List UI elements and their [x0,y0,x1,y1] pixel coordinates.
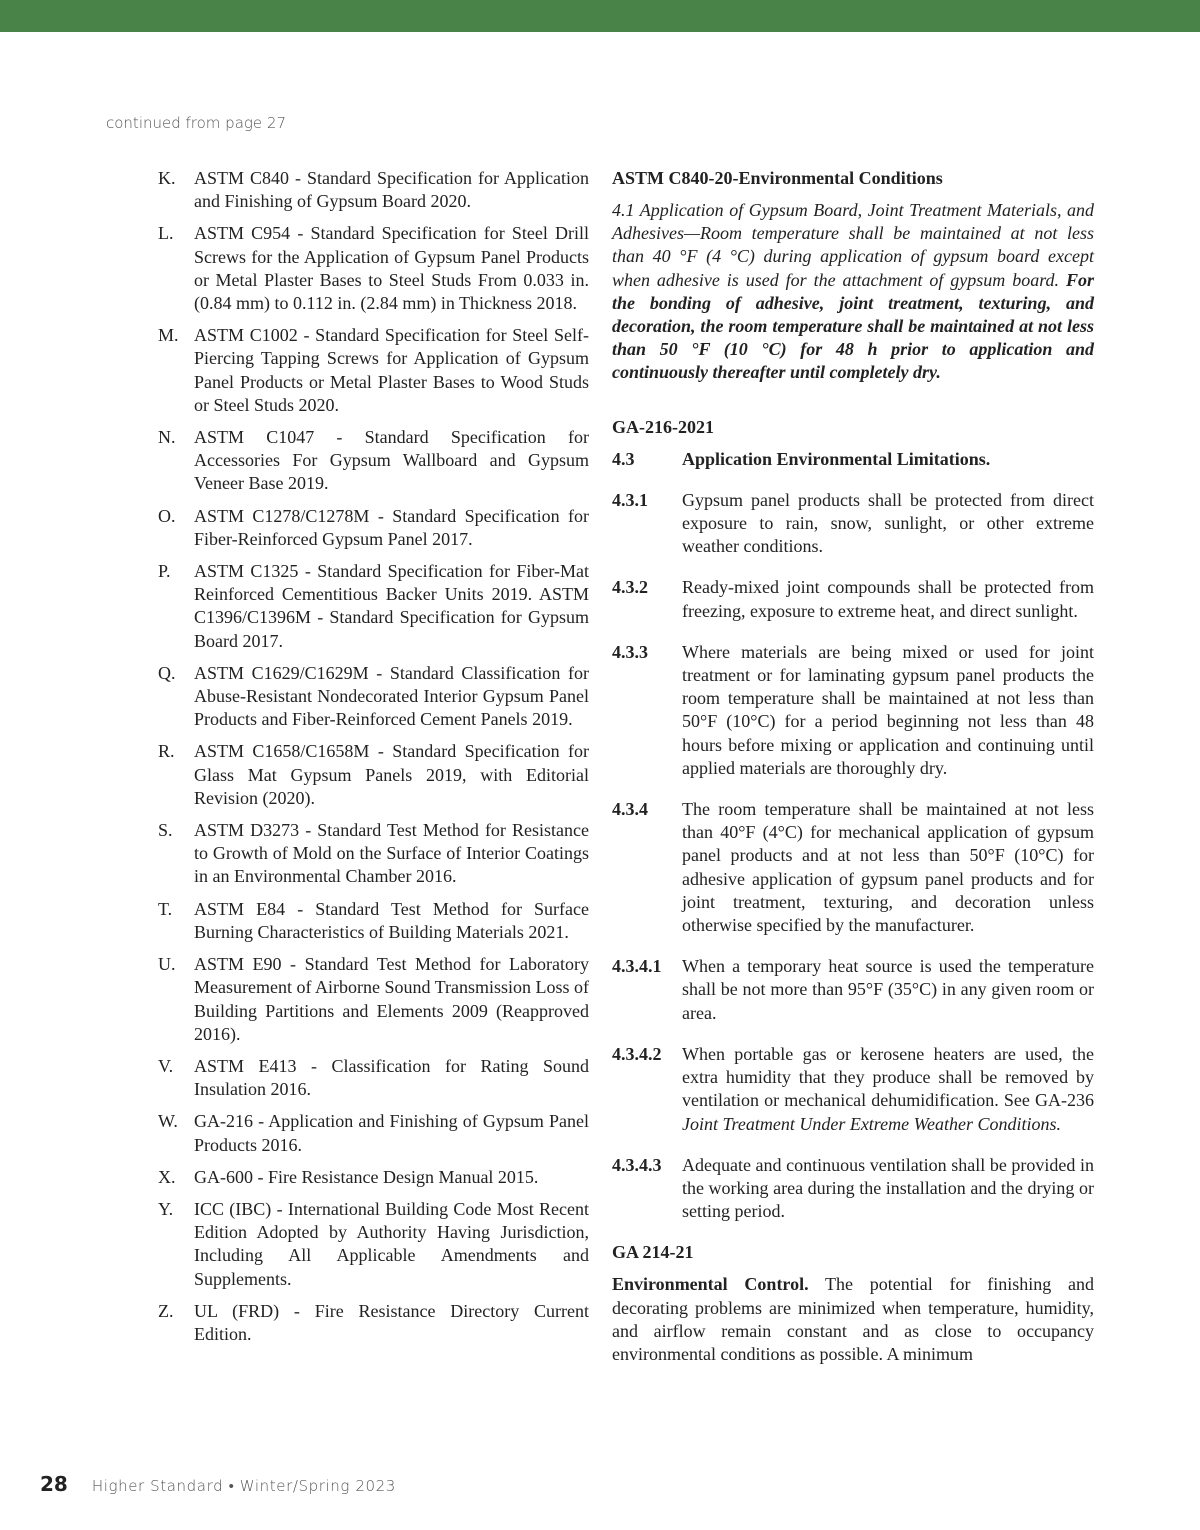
section-text: When a temporary heat source is used the temperature shall be not more than 95°F (35°C) in any given room or area. [682,956,1094,1023]
ga214-text: The potential for finishing and decorating problems are minimized when temperature, humidity, and airflow remain constant and as close to occupancy environmental conditions as possible. A minimum [612,1274,1094,1364]
list-letter: L. [158,223,174,244]
section-4-3-3 [612,641,1094,780]
section-number: 4.3.4.3 [612,1154,662,1175]
ga216-heading: GA-216-2021 [612,416,714,437]
section-4-3-2 [612,576,1094,622]
section-number: 4.3 [612,448,635,469]
list-text: GA-216 - Application and Finishing of Gypsum Panel Products 2016. [194,1111,589,1155]
list-item [158,426,589,496]
list-text: ASTM E90 - Standard Test Method for Laboratory Measurement of Airborne Sound Transmission Loss of Building Partitions and Elements 2009 (Reapproved 2016). [194,954,589,1044]
list-text: UL (FRD) - Fire Resistance Directory Current Edition. [194,1300,589,1344]
list-item [158,324,589,417]
list-item [158,953,589,1046]
list-item [158,505,589,551]
list-item [158,222,589,315]
list-letter: W. [158,1111,178,1132]
section-number: 4.3.4.2 [612,1043,662,1064]
list-item [158,1166,589,1189]
publication-title: Higher Standard • Winter/Spring 2023 [91,1477,396,1495]
list-item [158,819,589,889]
section-text: Gypsum panel products shall be protected from direct exposure to rain, snow, sunlight, or other extreme weather conditions. [682,489,1094,557]
list-letter: Z. [158,1300,174,1321]
list-item [158,560,589,653]
list-text: ASTM C954 - Standard Specification for Steel Drill Screws for the Application of Gypsum Panel Products or Metal Plaster Bases to Steel Studs From 0.033 in. (0.84 mm) to 0.112 in. (2.84 mm) in Thickness 2018. [194,223,589,314]
section-4-3-4 [612,798,1094,937]
list-text: ASTM C1047 - Standard Specification for Accessories For Gypsum Wallboard and Gypsum Veneer Base 2019. [194,427,589,494]
section-4-3-4-3 [612,1154,1094,1224]
standards-column [612,167,1094,1375]
list-text: ASTM C1325 - Standard Specification for Fiber-Mat Reinforced Cementitious Backer Units 2019. ASTM C1396/C1396M - Standard Specification for Gypsum Board 2017. [194,561,589,651]
astm-c840-heading: ASTM C840-20-Environmental Conditions [612,168,943,188]
list-item [158,1055,589,1101]
list-text: GA-600 - Fire Resistance Design Manual 2015. [194,1166,539,1187]
section-text: Where materials are being mixed or used for joint treatment or for laminating gypsum panel products the room temperature shall be maintained at not less than 50°F (10°C) for a period beginning not less than 48 hours before mixing or application and continuing until applied materials are thoroughly dry. [682,641,1094,778]
list-letter: O. [158,505,176,526]
list-text: ASTM E84 - Standard Test Method for Surface Burning Characteristics of Building Materials 2021. [194,898,589,942]
list-letter: U. [158,954,176,975]
list-letter: T. [158,898,173,919]
list-item [158,898,589,944]
ga214-heading: GA 214-21 [612,1242,694,1263]
section-number: 4.3.2 [612,577,648,598]
list-letter: R. [158,741,175,762]
list-item [158,1198,589,1291]
section-number: 4.3.3 [612,641,648,662]
astm-c840-paragraph [612,199,1094,385]
list-item [158,1110,589,1156]
list-letter: Q. [158,662,176,683]
list-letter: P. [158,561,171,582]
ga214-paragraph [612,1273,1094,1366]
list-letter: X. [158,1166,176,1187]
astm-c840-italic-text: 4.1 Application of Gypsum Board, Joint Treatment Materials, and Adhesives—Room temperature shall be maintained at not less than 40 °F (4 °C) during application of gypsum board except when adhesive is used for the attachment of gypsum board. [612,200,1094,290]
list-text: ASTM C1278/C1278M - Standard Specification for Fiber-Reinforced Gypsum Panel 2017. [194,505,589,549]
section-italic-title: Joint Treatment Under Extreme Weather Conditions. [682,1113,1061,1134]
section-4-3-4-1 [612,955,1094,1025]
list-text: ASTM D3273 - Standard Test Method for Resistance to Growth of Mold on the Surface of Interior Coatings in an Environmental Chamber 2016. [194,820,589,887]
list-letter: S. [158,820,173,841]
section-number: 4.3.4.1 [612,956,662,977]
list-text: ASTM C1658/C1658M - Standard Specification for Glass Mat Gypsum Panels 2019, with Editorial Revision (2020). [194,741,589,808]
astm-c840-bold-text: For the bonding of adhesive, joint treatment, texturing, and decoration, the room temperature shall be maintained at not less than 50 °F (10 °C) for 48 h prior to application and continuously thereafter until completely dry. [612,269,1094,383]
list-text: ASTM C1629/C1629M - Standard Classification for Abuse-Resistant Nondecorated Interior Gypsum Panel Products and Fiber-Reinforced Cement Panels 2019. [194,662,589,730]
section-4-3-4-2 [612,1043,1094,1136]
list-letter: Y. [158,1198,174,1219]
list-letter: K. [158,168,176,188]
section-text: When portable gas or kerosene heaters are used, the extra humidity that they produce shall be removed by ventilation or mechanical dehumidification. See GA-236 [682,1043,1094,1111]
ga214-lead: Environmental Control. [612,1274,809,1295]
section-text: Ready-mixed joint compounds shall be protected from freezing, exposure to extreme heat, and direct sunlight. [682,577,1094,621]
list-text: ASTM C1002 - Standard Specification for Steel Self-Piercing Tapping Screws for Application of Gypsum Panel Products or Metal Plaster Bases to Wood Studs or Steel Studs 2020. [194,325,589,415]
list-letter: M. [158,325,179,346]
header-bar [0,0,1200,32]
section-text-wrapper [682,1043,1094,1136]
section-text: Adequate and continuous ventilation shall be provided in the working area during the installation and the drying or setting period. [682,1154,1094,1222]
list-text: ICC (IBC) - International Building Code Most Recent Edition Adopted by Authority Having Jurisdiction, Including All Applicable Amendments and Supplements. [194,1198,589,1289]
list-letter: N. [158,427,176,448]
section-text: The room temperature shall be maintained at not less than 40°F (4°C) for mechanical application of gypsum panel products and at not less than 50°F (10°C) for adhesive application of gypsum panel products and for joint treatment, texturing, and decoration unless otherwise specified by the manufacturer. [682,799,1094,936]
section-number: 4.3.4 [612,799,648,820]
continued-note: continued from page 27 [106,114,286,132]
list-text: ASTM C840 - Standard Specification for Application and Finishing of Gypsum Board 2020. [194,168,589,212]
section-title: Application Environmental Limitations. [682,448,991,469]
section-number: 4.3.1 [612,489,648,510]
page-footer [40,1472,396,1496]
list-text: ASTM E413 - Classification for Rating Sound Insulation 2016. [194,1055,589,1100]
section-4-3 [612,448,1094,471]
page-number: 28 [40,1472,68,1496]
list-item [158,167,589,213]
list-item [158,662,589,732]
list-letter: V. [158,1055,174,1076]
references-list [158,167,589,1355]
list-item [158,1300,589,1346]
list-item [158,740,589,810]
section-4-3-1 [612,489,1094,559]
